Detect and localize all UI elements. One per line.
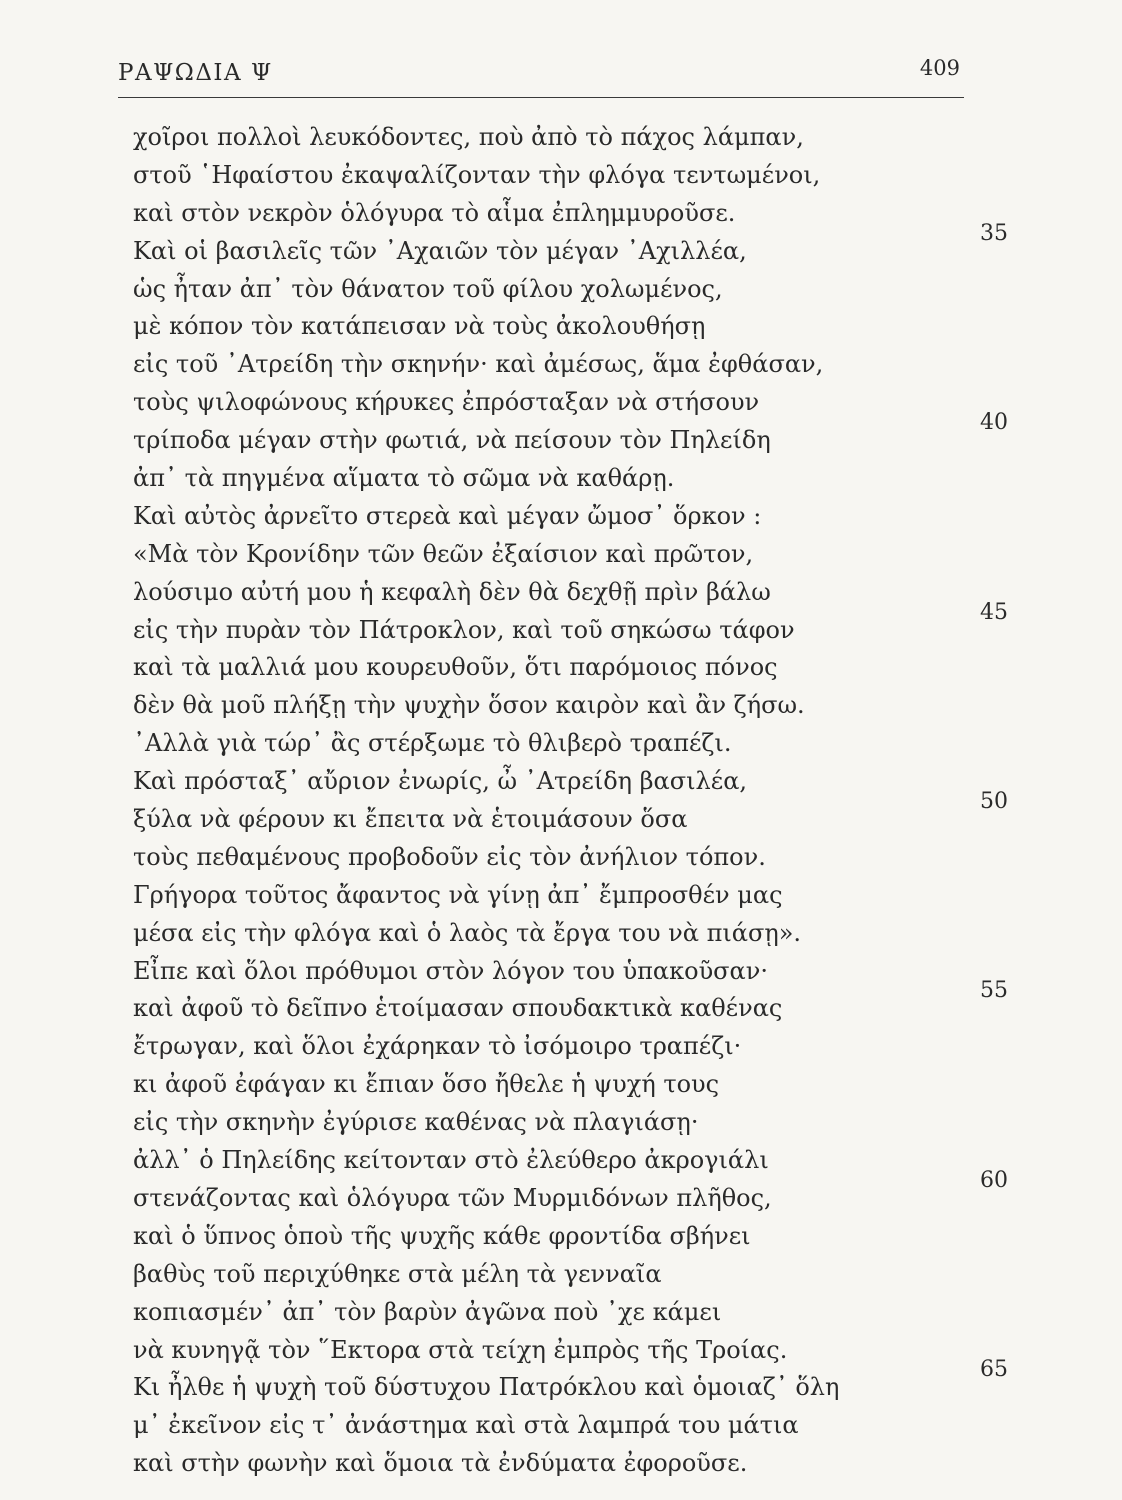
verse-line bbox=[133, 763, 963, 801]
verse-line bbox=[133, 536, 963, 574]
line-number: 50 bbox=[980, 789, 1008, 815]
verse-text: καὶ ἀφοῦ τὸ δεῖπνο ἑτοίμασαν σπουδακτικὰ καθένας bbox=[133, 994, 783, 1023]
verse-text: μέσα εἰς τὴν φλόγα καὶ ὁ λαὸς τὰ ἔργα του νὰ πιάσῃ». bbox=[133, 918, 802, 947]
verse-text: Καὶ αὐτὸς ἀρνεῖτο στερεὰ καὶ μέγαν ὤμοσ᾿ ὅρκον : bbox=[133, 501, 762, 530]
poem-text bbox=[133, 119, 1008, 1483]
verse-text: στοῦ ῾Ηφαίστου ἐκαψαλίζονταν τὴν φλόγα τεντωμένοι, bbox=[133, 160, 821, 189]
line-number: 60 bbox=[980, 1167, 1008, 1193]
verse-line bbox=[133, 839, 963, 877]
verse-line bbox=[133, 1445, 963, 1483]
verse-line bbox=[133, 877, 963, 915]
verse-text: λούσιμο αὐτή μου ἡ κεφαλὴ δὲν θὰ δεχθῇ πρὶν βάλω bbox=[133, 577, 771, 606]
verse-text: Εἶπε καὶ ὅλοι πρόθυμοι στὸν λόγον του ὑπακοῦσαν· bbox=[133, 956, 768, 985]
verse-text: τοὺς πεθαμένους προβοδοῦν εἰς τὸν ἀνήλιον τόπον. bbox=[133, 842, 766, 871]
verse-text: δὲν θὰ μοῦ πλήξῃ τὴν ψυχὴν ὅσον καιρὸν καὶ ἂν ζήσω. bbox=[133, 691, 805, 720]
verse-line bbox=[133, 1218, 963, 1256]
verse-text: βαθὺς τοῦ περιχύθηκε στὰ μέλη τὰ γενναῖα bbox=[133, 1259, 662, 1288]
verse-text: εἰς τὴν πυρὰν τὸν Πάτροκλον, καὶ τοῦ σηκώσω τάφον bbox=[133, 615, 795, 644]
verse-line bbox=[133, 687, 963, 725]
verse-line bbox=[133, 384, 963, 422]
verse-line bbox=[133, 1167, 1008, 1218]
line-number: 65 bbox=[980, 1357, 1008, 1383]
verse-line bbox=[133, 1294, 963, 1332]
verse-line bbox=[133, 725, 963, 763]
verse-line bbox=[133, 1066, 963, 1104]
verse-text: Γρήγορα τοῦτος ἄφαντος νὰ γίνῃ ἀπ᾿ ἔμπροσθέν μας bbox=[133, 880, 783, 909]
verse-line bbox=[133, 271, 963, 309]
verse-line bbox=[133, 789, 1008, 839]
verse-text: καὶ τὰ μαλλιά μου κουρευθοῦν, ὅτι παρόμοιος πόνος bbox=[133, 653, 778, 682]
verse-text: κοπιασμέν᾿ ἀπ᾿ τὸν βαρὺν ἀγῶνα ποὺ ᾿χε κάμει bbox=[133, 1297, 722, 1326]
verse-line bbox=[133, 119, 963, 157]
line-number: 55 bbox=[980, 978, 1008, 1004]
verse-text: ἀλλ᾿ ὁ Πηλείδης κείτονταν στὸ ἐλεύθερο ἀκρογιάλι bbox=[133, 1146, 769, 1175]
verse-text: ἔτρωγαν, καὶ ὅλοι ἐχάρηκαν τὸ ἰσόμοιρο τραπέζι· bbox=[133, 1032, 742, 1061]
verse-line bbox=[133, 157, 963, 195]
verse-line bbox=[133, 220, 1008, 271]
verse-line bbox=[133, 599, 1008, 650]
verse-line bbox=[133, 1028, 963, 1066]
verse-line bbox=[133, 346, 963, 384]
verse-text: εἰς τὴν σκηνὴν ἐγύρισε καθένας νὰ πλαγιάσῃ· bbox=[133, 1108, 699, 1137]
line-number: 40 bbox=[980, 410, 1008, 436]
verse-line bbox=[133, 410, 1008, 460]
header-rule bbox=[118, 97, 964, 98]
verse-line bbox=[133, 308, 963, 346]
verse-line bbox=[133, 953, 963, 991]
verse-text: χοῖροι πολλοὶ λευκόδοντες, ποὺ ἀπὸ τὸ πάχος λάμπαν, bbox=[133, 123, 804, 151]
verse-line bbox=[133, 1142, 963, 1180]
verse-text: καὶ στὴν φωνὴν καὶ ὅμοια τὰ ἐνδύματα ἐφοροῦσε. bbox=[133, 1449, 748, 1478]
verse-text: ξύλα νὰ φέρουν κι ἔπειτα νὰ ἑτοιμάσουν ὅσα bbox=[133, 805, 688, 834]
verse-line bbox=[133, 978, 1008, 1028]
verse-text: ᾿Αλλὰ γιὰ τώρ᾿ ἂς στέρξωμε τὸ θλιβερὸ τραπέζι. bbox=[133, 729, 732, 758]
verse-text: ἀπ᾿ τὰ πηγμένα αἵματα τὸ σῶμα νὰ καθάρῃ. bbox=[133, 464, 675, 493]
running-title: ΡΑΨΩΔΙΑ Ψ bbox=[118, 60, 273, 86]
verse-line bbox=[133, 460, 963, 498]
verse-line bbox=[133, 1104, 963, 1142]
verse-line bbox=[133, 649, 963, 687]
verse-line bbox=[133, 498, 963, 536]
verse-line bbox=[133, 915, 963, 953]
verse-text: καὶ ὁ ὕπνος ὁποὺ τῆς ψυχῆς κάθε φροντίδα σβήνει bbox=[133, 1221, 751, 1250]
verse-text: τοὺς ψιλοφώνους κήρυκες ἐπρόσταξαν νὰ στήσουν bbox=[133, 388, 760, 417]
page-header bbox=[118, 56, 964, 96]
verse-text: μ᾿ ἐκεῖνον εἰς τ᾿ ἀνάστημα καὶ στὰ λαμπρά του μάτια bbox=[133, 1411, 799, 1440]
verse-text: νὰ κυνηγᾷ τὸν ῞Εκτορα στὰ τείχη ἐμπρὸς τῆς Τροίας. bbox=[133, 1335, 788, 1364]
verse-line bbox=[133, 1357, 1008, 1407]
verse-line bbox=[133, 1407, 963, 1445]
verse-text: στενάζοντας καὶ ὁλόγυρα τῶν Μυρμιδόνων πλῆθος, bbox=[133, 1183, 772, 1212]
verse-text: κι ἀφοῦ ἐφάγαν κι ἔπιαν ὅσο ἤθελε ἡ ψυχή τους bbox=[133, 1070, 720, 1099]
page-number: 409 bbox=[919, 56, 960, 80]
line-number: 45 bbox=[980, 599, 1008, 625]
verse-text: Κι ἦλθε ἡ ψυχὴ τοῦ δύστυχου Πατρόκλου καὶ ὁμοιαζ᾿ ὅλη bbox=[133, 1373, 840, 1402]
verse-line bbox=[133, 1256, 963, 1294]
verse-text: «Μὰ τὸν Κρονίδην τῶν θεῶν ἐξαίσιον καὶ πρῶτον, bbox=[133, 539, 754, 568]
verse-text: Καὶ οἱ βασιλεῖς τῶν ᾿Αχαιῶν τὸν μέγαν ᾿Αχιλλέα, bbox=[133, 236, 747, 265]
verse-text: καὶ στὸν νεκρὸν ὁλόγυρα τὸ αἷμα ἐπλημμυροῦσε. bbox=[133, 198, 736, 227]
verse-text: ὡς ἦταν ἀπ᾿ τὸν θάνατον τοῦ φίλου χολωμένος, bbox=[133, 274, 723, 303]
line-number: 35 bbox=[980, 220, 1008, 246]
verse-text: μὲ κόπον τὸν κατάπεισαν νὰ τοὺς ἀκολουθήσῃ bbox=[133, 312, 706, 341]
verse-text: εἰς τοῦ ᾿Ατρείδη τὴν σκηνήν· καὶ ἀμέσως, ἅμα ἐφθάσαν, bbox=[133, 350, 824, 379]
verse-line bbox=[133, 574, 963, 612]
verse-text: τρίποδα μέγαν στὴν φωτιά, νὰ πείσουν τὸν Πηλείδη bbox=[133, 426, 771, 455]
verse-line bbox=[133, 195, 963, 233]
verse-text: Καὶ πρόσταξ᾿ αὔριον ἐνωρίς, ὦ ᾿Ατρείδη βασιλέα, bbox=[133, 767, 748, 796]
verse-line bbox=[133, 1332, 963, 1370]
